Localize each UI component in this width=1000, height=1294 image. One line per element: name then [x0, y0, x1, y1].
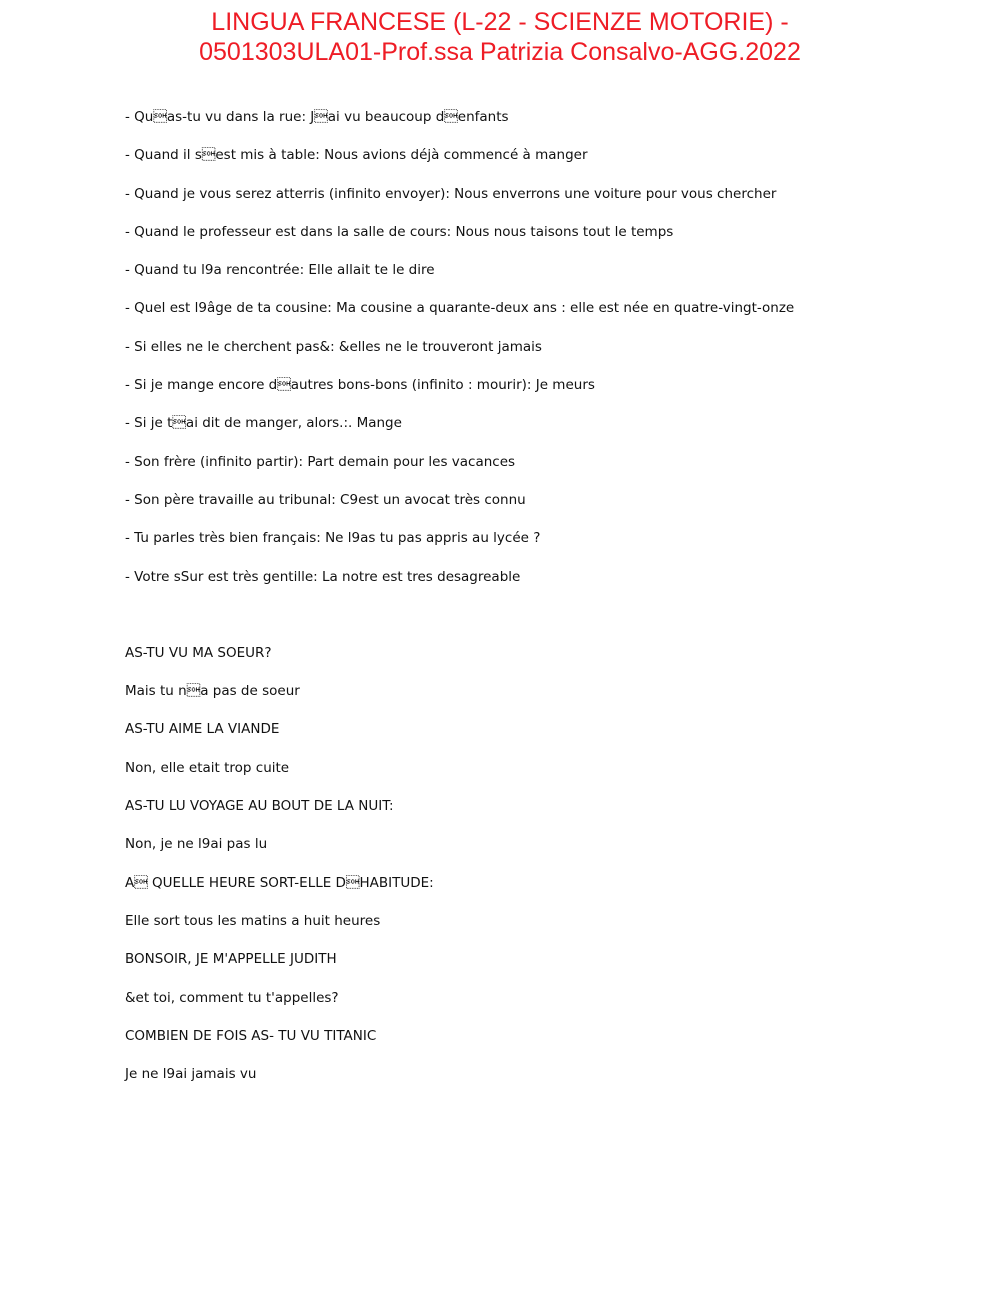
qa-item: - Quas-tu vu dans la rue: Jai vu beaucoup denfants: [125, 109, 509, 125]
qa-item: - Si elles ne le cherchent pas&: &elles ne le trouveront jamais: [125, 338, 542, 355]
dialogue-answer: Mais tu na pas de soeur: [125, 683, 300, 700]
document-body: [125, 107, 945, 1102]
dialogue-answer: &et toi, comment tu t'appelles?: [125, 989, 339, 1006]
dialogue-answer: Non, je ne l9ai pas lu: [125, 836, 268, 853]
dialogue-question: A QUELLE HEURE SORT-ELLE DHABITUDE:: [125, 874, 434, 891]
title-line-1: LINGUA FRANCESE (L-22 - SCIENZE MOTORIE) -: [211, 8, 789, 36]
qa-item: - Votre sSur est très gentille: La notre est tres desagreable: [125, 568, 521, 585]
qa-item: - Si je mange encore dautres bons-bons (infinito : mourir): Je meurs: [125, 377, 595, 394]
qa-item: - Quand je vous serez atterris (infinito envoyer): Nous enverrons une voiture pour vous chercher: [125, 185, 777, 202]
qa-item: - Quand il sest mis à table: Nous avions déjà commencé à manger: [125, 147, 588, 164]
dialogue-answer: Je ne l9ai jamais vu: [125, 1066, 257, 1083]
qa-item: - Si je tai dit de manger, alors.:. Mange: [125, 415, 402, 432]
dialogue-question: AS-TU AIME LA VIANDE: [125, 721, 280, 738]
section-gap: [125, 605, 945, 643]
dialogue-answer: Non, elle etait trop cuite: [125, 759, 290, 776]
qa-list: [125, 107, 945, 605]
title-line-2: 0501303ULA01-Prof.ssa Patrizia Consalvo-AGG.2022: [199, 38, 801, 66]
dialogue-list: [125, 643, 945, 1103]
qa-item: - Tu parles très bien français: Ne l9as tu pas appris au lycée ?: [125, 530, 541, 547]
qa-item: - Quel est l9âge de ta cousine: Ma cousine a quarante-deux ans : elle est née en quatre-vingt-onze: [125, 300, 795, 317]
dialogue-question: AS-TU VU MA SOEUR?: [125, 644, 272, 661]
qa-item: - Son père travaille au tribunal: C9est un avocat très connu: [125, 491, 526, 508]
qa-item: - Son frère (infinito partir): Part demain pour les vacances: [125, 453, 516, 470]
qa-item: - Quand tu l9a rencontrée: Elle allait te le dire: [125, 262, 435, 279]
qa-item: - Quand le professeur est dans la salle de cours: Nous nous taisons tout le temps: [125, 223, 674, 240]
dialogue-question: COMBIEN DE FOIS AS- TU VU TITANIC: [125, 1027, 377, 1044]
dialogue-question: AS-TU LU VOYAGE AU BOUT DE LA NUIT:: [125, 798, 394, 815]
dialogue-answer: Elle sort tous les matins a huit heures: [125, 912, 381, 929]
dialogue-question: BONSOIR, JE M'APPELLE JUDITH: [125, 951, 337, 968]
document-title: [0, 7, 1000, 67]
